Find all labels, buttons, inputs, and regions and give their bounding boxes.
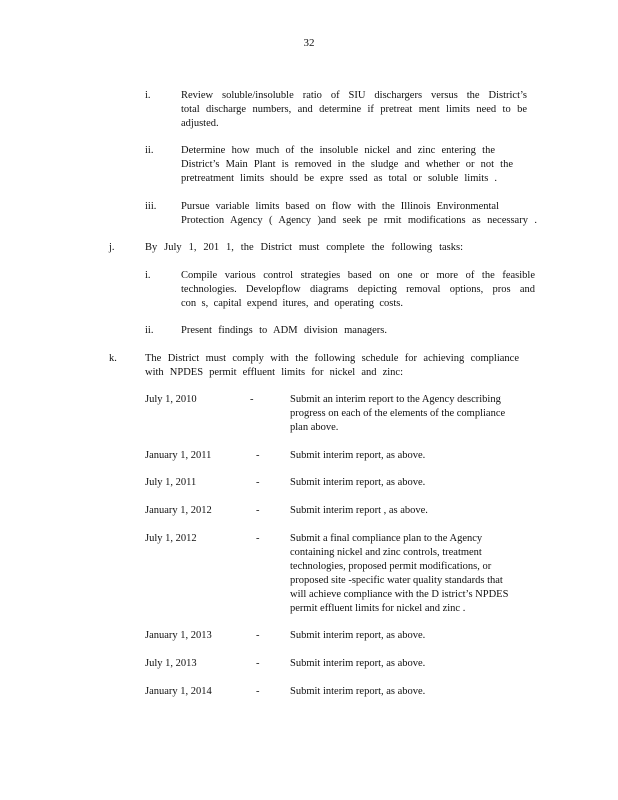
schedule-date: January 1, 2011: [145, 450, 212, 461]
schedule-dash: -: [250, 394, 254, 405]
schedule-description: Submit interim report, as above.: [290, 686, 426, 697]
schedule-date: July 1, 2011: [145, 477, 197, 488]
item-text: with NPDES permit effluent limits for nickel and zinc:: [145, 367, 403, 378]
schedule-dash: -: [256, 477, 260, 488]
schedule-date: July 1, 2010: [145, 394, 197, 405]
list-item-text: technologies. Developflow diagrams depicting removal options, pros and: [181, 284, 535, 295]
list-label: i.: [145, 90, 151, 101]
list-label: ii.: [145, 145, 154, 156]
schedule-description: Submit interim report, as above.: [290, 658, 426, 669]
item-text: The District must comply with the following schedule for achieving compliance: [145, 353, 519, 364]
list-item-text: Present findings to ADM division managers.: [181, 325, 387, 336]
page-number: 32: [303, 37, 315, 49]
list-label: iii.: [145, 201, 157, 212]
schedule-description: Submit interim report, as above.: [290, 630, 426, 641]
schedule-description: Submit interim report, as above.: [290, 477, 426, 488]
list-item-text: adjusted.: [181, 118, 219, 129]
list-item-text: Determine how much of the insoluble nickel and zinc entering the: [181, 145, 495, 156]
schedule-date: July 1, 2013: [145, 658, 197, 669]
schedule-date: January 1, 2014: [145, 686, 212, 697]
list-item-text: District’s Main Plant is removed in the sludge and whether or not the: [181, 159, 513, 170]
schedule-dash: -: [256, 658, 260, 669]
item-label: k.: [109, 353, 117, 364]
schedule-dash: -: [256, 533, 260, 544]
schedule-description: Submit interim report, as above.: [290, 450, 426, 461]
schedule-date: January 1, 2012: [145, 505, 212, 516]
schedule-date: July 1, 2012: [145, 533, 197, 544]
list-item-text: Compile various control strategies based on one or more of the feasible: [181, 270, 535, 281]
item-text: By July 1, 201 1, the District must complete the following tasks:: [145, 242, 463, 253]
list-item-text: total discharge numbers, and determine if pretreat ment limits need to be: [181, 104, 527, 115]
list-item-text: pretreatment limits should be expre ssed as total or soluble limits .: [181, 173, 497, 184]
schedule-description: Submit an interim report to the Agency describing progress on each of the elements of the compliance plan above.: [290, 394, 506, 433]
schedule-dash: -: [256, 686, 260, 697]
list-item-text: Review soluble/insoluble ratio of SIU dischargers versus the District’s: [181, 90, 527, 101]
schedule-dash: -: [256, 630, 260, 641]
schedule-description: Submit interim report , as above.: [290, 505, 428, 516]
item-label: j.: [109, 242, 115, 253]
schedule-dash: -: [256, 450, 260, 461]
list-item-text: Pursue variable limits based on flow with the Illinois Environmental: [181, 201, 499, 212]
list-label: i.: [145, 270, 151, 281]
list-label: ii.: [145, 325, 154, 336]
schedule-dash: -: [256, 505, 260, 516]
list-item-text: Protection Agency ( Agency )and seek pe rmit modifications as necessary .: [181, 215, 537, 226]
list-item-text: con s, capital expend itures, and operating costs.: [181, 298, 403, 309]
schedule-description: Submit a final compliance plan to the Agency containing nickel and zinc controls, treatment technologies, proposed permit modifications, or proposed site -specific water quality standards that will achieve compliance with the D istrict’s NPDES permit effluent limits for nickel and zinc .: [290, 533, 509, 614]
schedule-date: January 1, 2013: [145, 630, 212, 641]
